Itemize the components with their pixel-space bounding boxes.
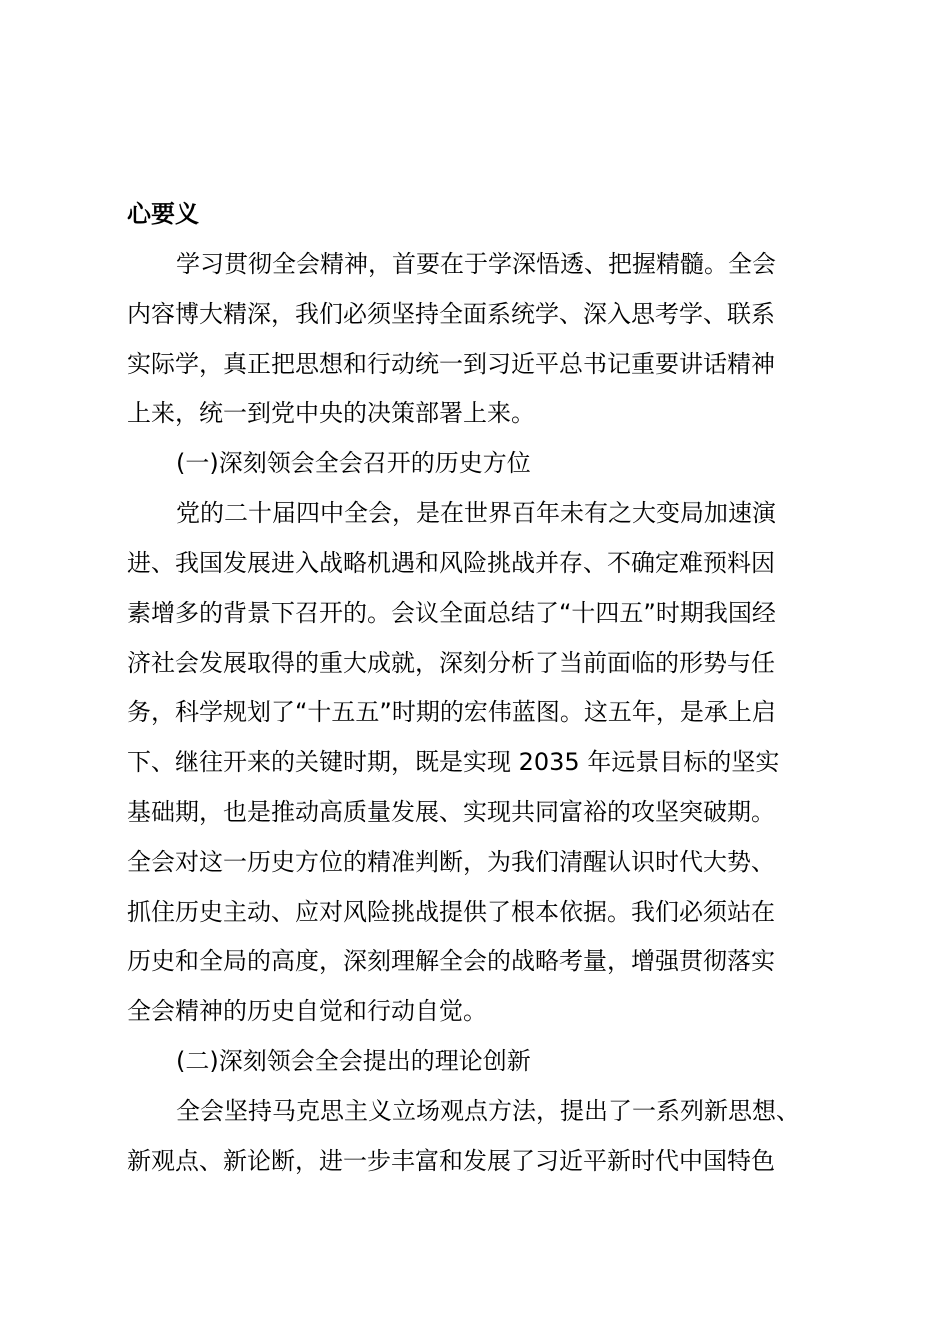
paragraph-line: 历史和全局的高度，深刻理解全会的战略考量，增强贯彻落实 (127, 947, 775, 975)
paragraph-line: 学习贯彻全会精神，首要在于学深悟透、把握精髓。全会 (176, 250, 776, 278)
subsection-heading: (二)深刻领会全会提出的理论创新 (176, 1047, 531, 1075)
paragraph-line: 进、我国发展进入战略机遇和风险挑战并存、不确定难预料因 (127, 549, 775, 577)
paragraph-line: 上来，统一到党中央的决策部署上来。 (127, 399, 535, 427)
paragraph-line: 全会坚持马克思主义立场观点方法，提出了一系列新思想、 (176, 1097, 800, 1125)
paragraph-line: 素增多的背景下召开的。会议全面总结了“十四五”时期我国经 (127, 599, 776, 627)
paragraph-line: 内容博大精深，我们必须坚持全面系统学、深入思考学、联系 (127, 300, 775, 328)
paragraph-line: 下、继往开来的关键时期，既是实现 2035 年远景目标的坚实 (127, 748, 780, 776)
paragraph-line: 全会精神的历史自觉和行动自觉。 (127, 997, 487, 1025)
paragraph-line: 党的二十届四中全会，是在世界百年未有之大变局加速演 (176, 499, 776, 527)
paragraph-line: 全会对这一历史方位的精准判断，为我们清醒认识时代大势、 (127, 848, 775, 876)
paragraph-line: 抓住历史主动、应对风险挑战提供了根本依据。我们必须站在 (127, 898, 775, 926)
paragraph-line: 务，科学规划了“十五五”时期的宏伟蓝图。这五年，是承上启 (127, 698, 776, 726)
paragraph-line: 实际学，真正把思想和行动统一到习近平总书记重要讲话精神 (127, 350, 775, 378)
subsection-heading: (一)深刻领会全会召开的历史方位 (176, 449, 531, 477)
paragraph-line: 基础期，也是推动高质量发展、实现共同富裕的攻坚突破期。 (127, 798, 775, 826)
paragraph-line: 新观点、新论断，进一步丰富和发展了习近平新时代中国特色 (127, 1147, 775, 1175)
paragraph-line: 济社会发展取得的重大成就，深刻分析了当前面临的形势与任 (127, 649, 775, 677)
section-heading-fragment: 心要义 (127, 200, 199, 228)
